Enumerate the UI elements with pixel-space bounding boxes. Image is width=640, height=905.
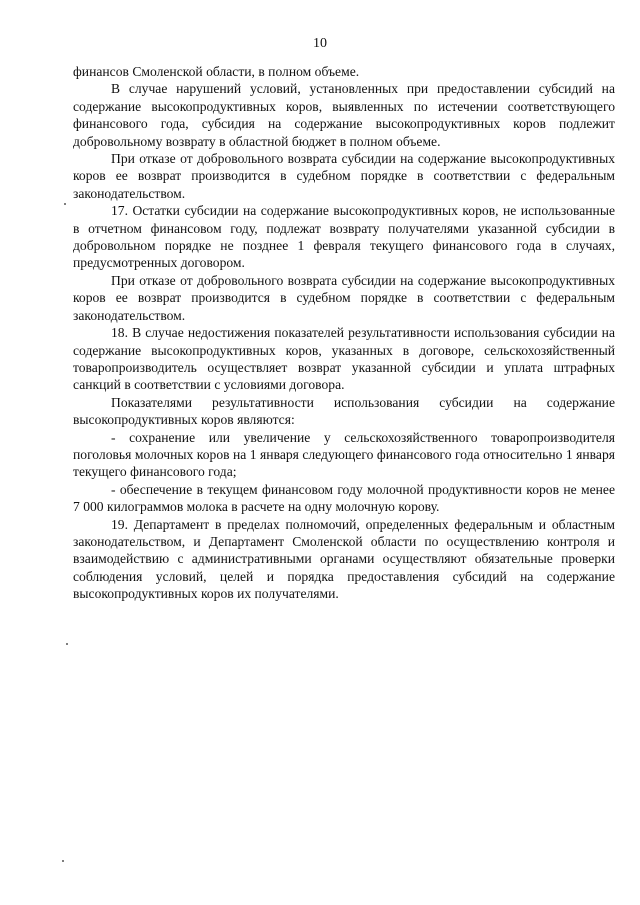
- paragraph: При отказе от добровольного возврата субсидии на содержание высокопродуктивных коров ее возврат производится в судебном порядке в соответствии с федеральным законодательством.: [73, 151, 615, 201]
- paragraph: 18. В случае недостижения показателей результативности использования субсидии на содержание высокопродуктивных коров, указанных в договоре, сельскохозяйственный товаропроизводитель осуществляет возврат указанной субсидии и уплата штрафных санкций в соответствии с условиями договора.: [73, 325, 615, 393]
- paragraph: В случае нарушений условий, установленных при предоставлении субсидий на содержание высокопродуктивных коров, выявленных по истечении соответствующего финансового года, субсидия на содержание высокопродуктивных коров подлежит добровольному возврату в областной бюджет в полном объеме.: [73, 81, 615, 149]
- paragraph: финансов Смоленской области, в полном объеме.: [73, 64, 360, 79]
- page-number: 10: [313, 36, 327, 51]
- scan-mark: [66, 643, 68, 645]
- scan-mark: [64, 203, 66, 205]
- document-body: [73, 63, 615, 603]
- paragraph: Показателями результативности использования субсидии на содержание высокопродуктивных коров являются:: [73, 394, 615, 428]
- paragraph: 17. Остатки субсидии на содержание высокопродуктивных коров, не использованные в отчетном финансовом году, подлежат возврату получателями указанной субсидии в добровольном порядке не позднее 1 февраля текущего финансового года в случаях, предусмотренных договором.: [73, 203, 615, 271]
- scan-mark: [62, 860, 64, 862]
- paragraph: - сохранение или увеличение у сельскохозяйственного товаропроизводителя поголовья молочных коров на 1 января следующего финансового года относительно 1 января текущего финансового года;: [73, 429, 615, 480]
- paragraph: - обеспечение в текущем финансовом году молочной продуктивности коров не менее 7 000 килограммов молока в расчете на одну молочную корову.: [73, 481, 615, 515]
- paragraph: 19. Департамент в пределах полномочий, определенных федеральным и областным законодательством, и Департамент Смоленской области по осуществлению контроля и взаимодействию с административными органами осуществляют обязательные проверки соблюдения условий, целей и порядка предоставления субсидий на содержание высокопродуктивных коров их получателями.: [73, 516, 615, 602]
- paragraph: При отказе от добровольного возврата субсидии на содержание высокопродуктивных коров ее возврат производится в судебном порядке в соответствии с федеральным законодательством.: [73, 272, 615, 323]
